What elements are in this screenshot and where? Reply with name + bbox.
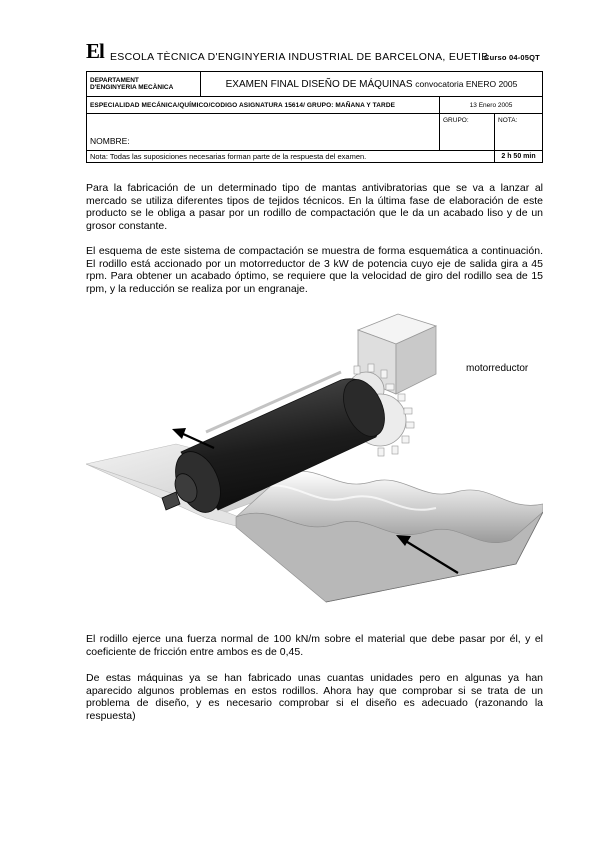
uncompacted-sheet — [236, 471, 543, 602]
paragraph-force: El rodillo ejerce una fuerza normal de 100 kN/m sobre el material que debe pasar por él, y el coeficiente de fricción entre ambos es de 0,45. — [86, 633, 543, 658]
department-cell — [87, 72, 201, 97]
exam-duration: 2 h 50 min — [495, 151, 543, 163]
department-line-2: D'ENGINYERIA MECÀNICA — [90, 84, 174, 91]
exam-title-cell — [201, 72, 543, 97]
school-logo: El — [86, 39, 104, 63]
school-name: ESCOLA TÈCNICA D'ENGINYERIA INDUSTRIAL DE BARCELONA, EUETIB — [110, 51, 489, 63]
exam-header-table — [86, 71, 543, 163]
motor-reducer-label: motorreductor — [466, 363, 529, 374]
paragraph-problem: De estas máquinas ya se han fabricado unas cuantas unidades pero en algunas ya han aparecido algunos problemas en estos rodillos. Ahora hay que comprobar si se trata de un problema de diseño, y es necesario comprobar si el diseño es adecuado (razonando la respuesta) — [86, 672, 543, 722]
exam-note: Nota: Todas las suposiciones necesarias forman parte de la respuesta del examen. — [87, 151, 495, 163]
grupo-field: GRUPO: — [440, 114, 495, 151]
exam-session: convocatoria ENERO 2005 — [415, 78, 518, 89]
course-year: Curso 04-05QT — [484, 53, 540, 62]
department-line-1: DEPARTAMENT — [90, 76, 139, 84]
nota-field: NOTA: — [495, 114, 543, 151]
compaction-roller-figure — [86, 312, 543, 622]
exam-date: 13 Enero 2005 — [440, 97, 543, 114]
nombre-field: NOMBRE: — [87, 114, 440, 151]
paragraph-intro: Para la fabricación de un determinado tipo de mantas antivibratorias que se va a lanzar al mercado se utiliza diferentes tipos de tejidos técnicos. En la última fase de elaboración de este producto se le obliga a pasar por un rodillo de compactación que le da un acabado liso y de un grosor constante. — [86, 182, 543, 232]
paragraph-scheme: El esquema de este sistema de compactación se muestra de forma esquemática a continuación. El rodillo está accionado por un motorreductor de 3 kW de potencia cuyo eje de salida gira a 45 rpm. Para obtener un acabado óptimo, se requiere que la velocidad de giro del rodillo sea de 15 rpm, y la reducción se realiza por un engranaje. — [86, 245, 543, 295]
exam-title: EXAMEN FINAL DISEÑO DE MÁQUINAS — [225, 78, 413, 90]
speciality-cell: ESPECIALIDAD MECÁNICA/QUÍMICO/CODIGO ASIGNATURA 15614/ GRUPO: MAÑANA Y TARDE — [87, 97, 440, 114]
